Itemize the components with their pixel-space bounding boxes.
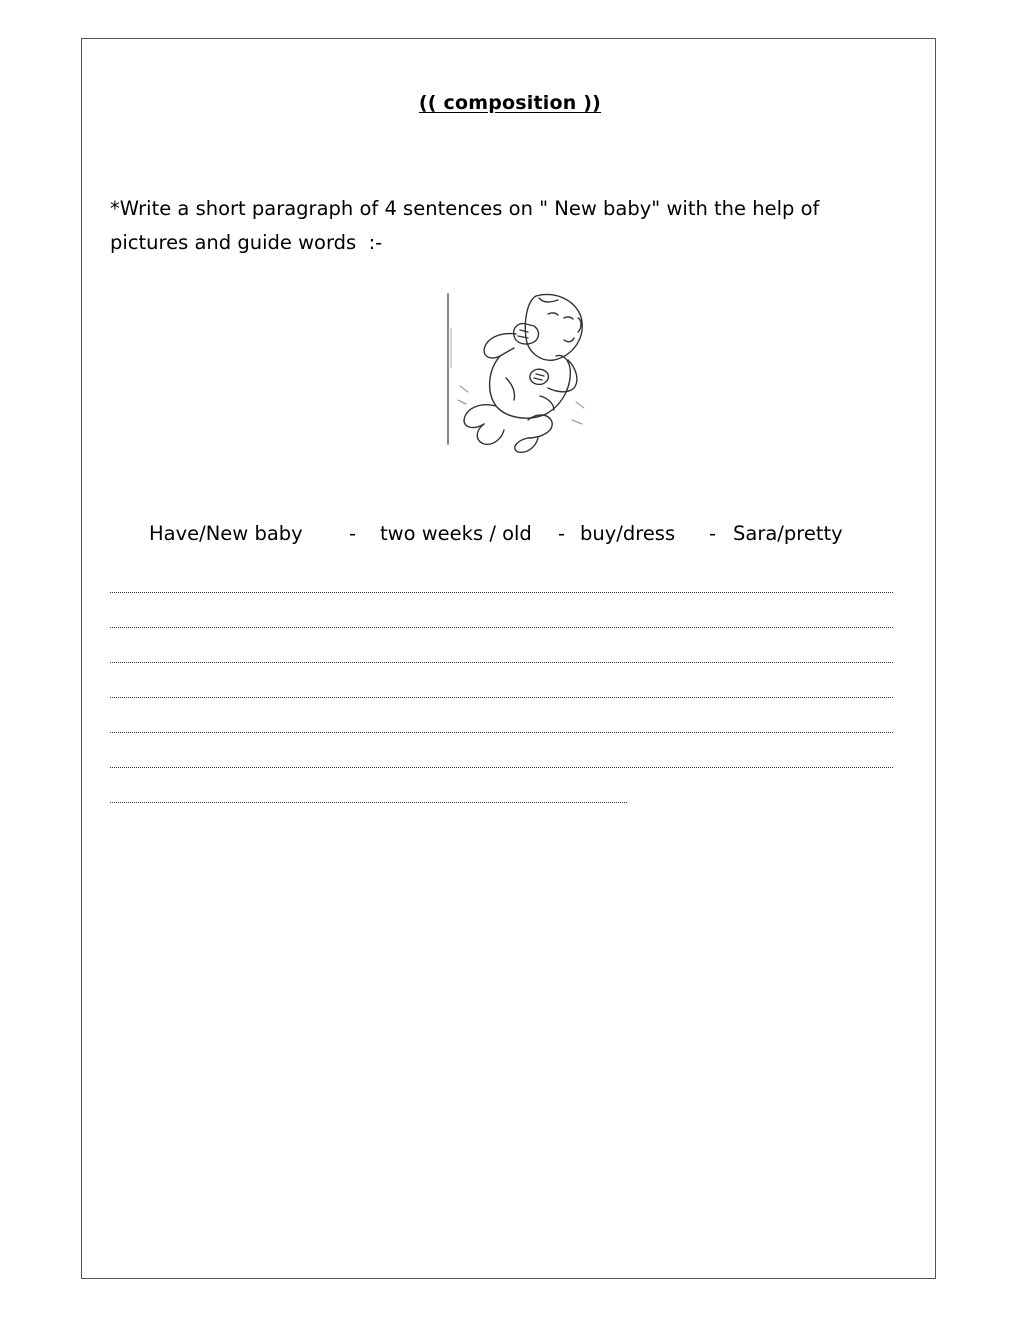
answer-line-2[interactable] bbox=[110, 627, 893, 628]
answer-line-7[interactable] bbox=[110, 802, 627, 803]
guide-word-1: Have/New baby bbox=[149, 522, 303, 545]
instruction-text: *Write a short paragraph of 4 sentences on " New baby" with the help of pictures and guide words :- bbox=[110, 197, 820, 254]
answer-line-3[interactable] bbox=[110, 662, 893, 663]
guide-word-4: Sara/pretty bbox=[733, 522, 843, 545]
worksheet-title: (( composition )) bbox=[418, 92, 602, 114]
answer-line-4[interactable] bbox=[110, 697, 893, 698]
guide-word-separator: - bbox=[709, 522, 717, 545]
answer-line-1[interactable] bbox=[110, 592, 893, 593]
guide-word-2: two weeks / old bbox=[380, 522, 532, 545]
guide-word-separator: - bbox=[349, 522, 357, 545]
guide-word-3: buy/dress bbox=[580, 522, 676, 545]
answer-line-5[interactable] bbox=[110, 732, 893, 733]
answer-line-6[interactable] bbox=[110, 767, 893, 768]
baby-illustration bbox=[444, 288, 594, 456]
guide-word-separator: - bbox=[558, 522, 566, 545]
